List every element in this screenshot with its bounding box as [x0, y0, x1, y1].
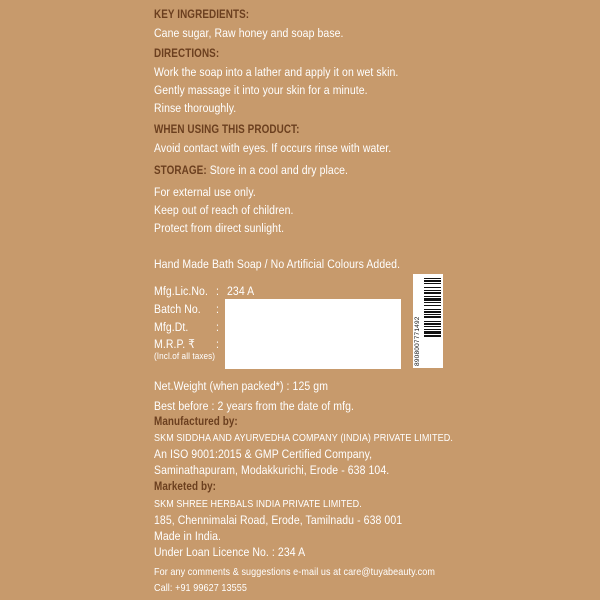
- manufacturer-heading: Manufactured by:: [154, 416, 238, 428]
- directions-line: Rinse thoroughly.: [154, 101, 237, 115]
- barcode-stripe: [424, 283, 441, 284]
- batch-colon: :: [216, 302, 220, 316]
- barcode-stripe: [424, 290, 441, 291]
- barcode: [413, 274, 443, 368]
- barcode-stripe: [424, 296, 441, 297]
- net-weight: Net.Weight (when packed*) : 125 gm: [154, 379, 329, 393]
- barcode-stripe: [424, 314, 441, 315]
- usage-heading: WHEN USING THIS PRODUCT:: [154, 124, 300, 136]
- contact-phone-line: Call: +91 99627 13555: [154, 582, 247, 594]
- mrp-colon: :: [216, 337, 220, 351]
- ingredients-heading: KEY INGREDIENTS:: [154, 9, 250, 21]
- mfg-lic-value: 234 A: [227, 284, 255, 298]
- barcode-stripe: [424, 323, 441, 325]
- barcode-stripe: [424, 335, 441, 337]
- mrp-label: M.R.P. ₹: [154, 337, 195, 351]
- marketer-line: 185, Chennimalai Road, Erode, Tamilnadu - 638 001: [154, 513, 403, 527]
- warning-line: Protect from direct sunlight.: [154, 221, 285, 235]
- marketer-line: Made in India.: [154, 529, 222, 543]
- barcode-stripe: [424, 292, 441, 294]
- storage-line: [154, 163, 348, 178]
- storage-heading: STORAGE:: [154, 165, 207, 177]
- barcode-stripe: [424, 302, 441, 303]
- marketer-heading: Marketed by:: [154, 481, 217, 493]
- contact-email-line: For any comments & suggestions e-mail us at care@tuyabeauty.com: [154, 566, 435, 578]
- mfg-dt-colon: :: [216, 320, 220, 334]
- barcode-stripe: [424, 329, 441, 330]
- directions-line: Gently massage it into your skin for a minute.: [154, 83, 368, 97]
- warning-line: Keep out of reach of children.: [154, 203, 294, 217]
- barcode-stripe: [424, 321, 441, 322]
- barcode-stripe: [424, 326, 441, 327]
- barcode-stripe: [424, 316, 441, 318]
- usage-text: Avoid contact with eyes. If occurs rinse with water.: [154, 141, 392, 155]
- barcode-stripe: [424, 298, 441, 301]
- ingredients-text: Cane sugar, Raw honey and soap base.: [154, 26, 344, 40]
- directions-line: Work the soap into a lather and apply it on wet skin.: [154, 65, 399, 79]
- best-before: Best before : 2 years from the date of mfg.: [154, 399, 355, 413]
- directions-heading: DIRECTIONS:: [154, 48, 220, 60]
- marketer-line: SKM SHREE HERBALS INDIA PRIVATE LIMITED.: [154, 498, 362, 510]
- barcode-stripe: [424, 280, 441, 282]
- mrp-note: (Incl.of all taxes): [154, 351, 216, 362]
- barcode-stripe: [424, 331, 441, 334]
- batch-print-area: [225, 299, 401, 369]
- batch-label: Batch No.: [154, 302, 201, 316]
- barcode-stripe: [424, 309, 441, 310]
- storage-text: Store in a cool and dry place.: [209, 163, 349, 177]
- barcode-stripe: [424, 287, 441, 288]
- tagline: Hand Made Bath Soap / No Artificial Colours Added.: [154, 257, 401, 271]
- manufacturer-line: SKM SIDDHA AND AYURVEDHA COMPANY (INDIA) PRIVATE LIMITED.: [154, 432, 453, 444]
- barcode-stripe: [424, 311, 441, 313]
- barcode-number: 8908007771492: [414, 316, 421, 366]
- marketer-line: Under Loan Licence No. : 234 A: [154, 545, 306, 559]
- warning-line: For external use only.: [154, 185, 256, 199]
- mfg-lic-colon: :: [216, 284, 220, 298]
- barcode-stripe: [424, 305, 441, 306]
- manufacturer-line: An ISO 9001:2015 & GMP Certified Company,: [154, 447, 373, 461]
- mfg-lic-label: Mfg.Lic.No.: [154, 284, 208, 298]
- manufacturer-line: Saminathapuram, Modakkurichi, Erode - 638 104.: [154, 463, 390, 477]
- barcode-stripe: [424, 278, 441, 279]
- mfg-dt-label: Mfg.Dt.: [154, 320, 189, 334]
